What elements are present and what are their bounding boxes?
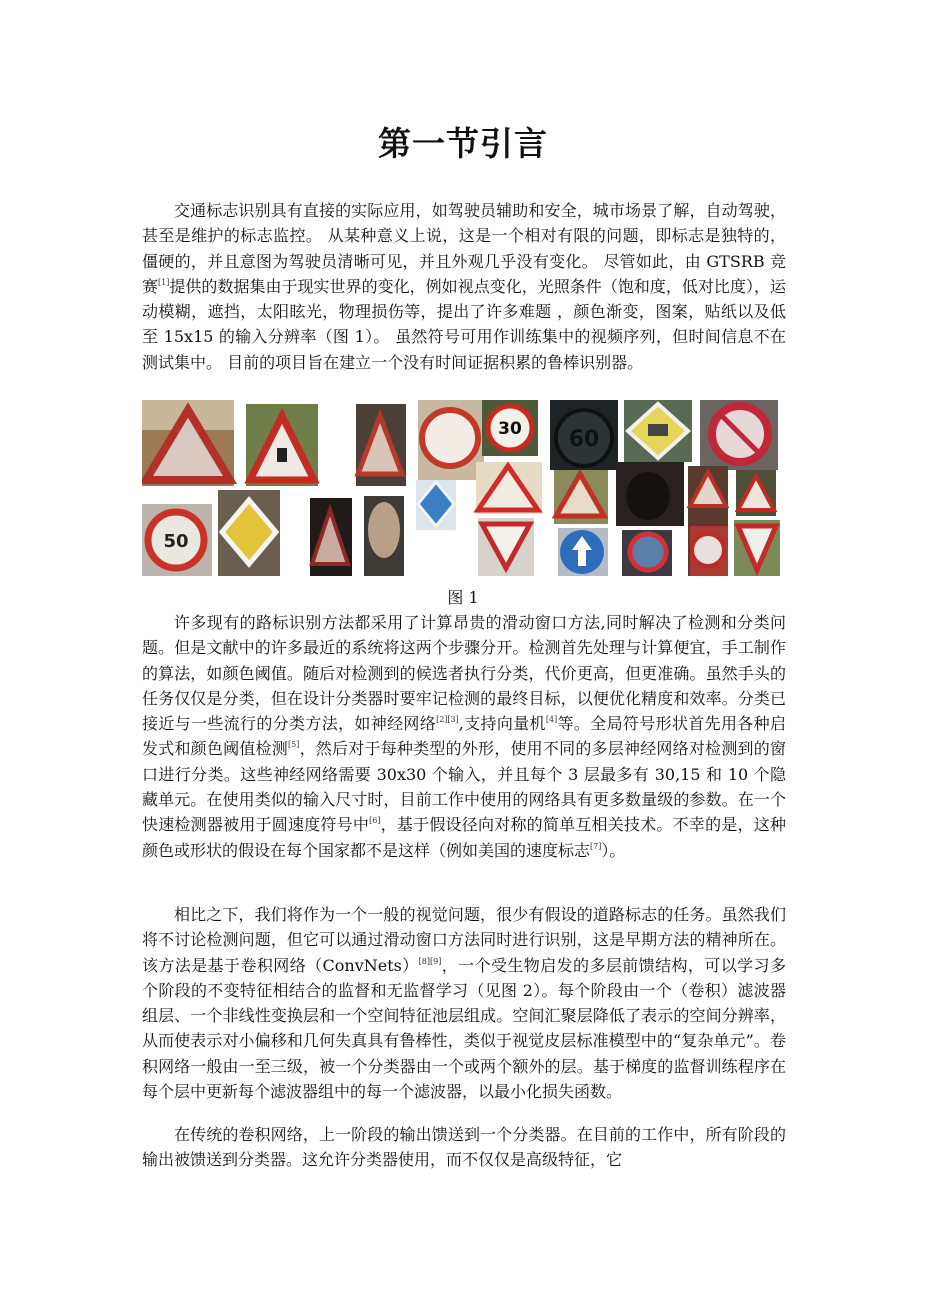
sign-image-13 [416, 480, 456, 530]
sign-image-11 [310, 498, 352, 576]
sign-image-16 [554, 470, 608, 524]
paragraph-text: ，一个受生物启发的多层前馈结构，可以学习多个阶段的不变特征相结合的监督和无监督学习（见图 2）。每个阶段由一个（卷积）滤波器组层、一个非线性变换层和一个空间特征池层组成。空间汇聚层降低了表示的空间分辨率，从而使表示对小偏移和几何失真具有鲁棒性，类似于视觉皮层标准模型中的“复杂单元”。卷积网络一般由一至三级，被一个分类器由一个或两个额外的层。基于梯度的监督训练程序在每个层中更新每个滤波器组中的每一个滤波器，以最小化损失函数。 [142, 955, 786, 1102]
citation-ref: [4] [545, 715, 558, 725]
paragraph-text: ,支持向量机 [458, 714, 546, 734]
sign-image-20 [688, 466, 728, 576]
citation-ref: [6] [369, 816, 381, 826]
sign-image-3 [356, 404, 406, 486]
sign-image-6 [550, 400, 618, 470]
paragraph-text: 在传统的卷积网络，上一阶段的输出馈送到一个分类器。在目前的工作中，所有阶段的输出被馈送到分类器。这允许分类器使用，而不仅仅是高级特征，它 [142, 1125, 786, 1170]
citation-ref: [2][3] [436, 715, 459, 725]
paragraph-multiscale [142, 1122, 786, 1173]
section-title: 第一节引言 [378, 124, 548, 163]
paragraph-text: 交通标志识别具有直接的实际应用，如驾驶员辅助和安全，城市场景了解，自动驾驶，甚至是维护的标志监控。 从某种意义上说，这是一个相对有限的问题，即标志是独特的，僵硬的，并且意图为驾驶员清晰可见，并且外观几乎没有变化。 尽管如此，由 GTSRB 竞赛 [142, 201, 786, 296]
citation-ref: [1] [158, 277, 170, 287]
paragraph-text: ，基于假设径向对称的简单互相关技术。不幸的是，这种颜色或形状的假设在每个国家都不是这样（例如美国的速度标志 [142, 815, 786, 860]
paragraph-text: ）。 [601, 840, 626, 860]
paragraph-related-work [142, 610, 786, 863]
paragraph-text: 相比之下，我们将作为一个一般的视觉问题，很少有假设的道路标志的任务。虽然我们将不讨论检测问题，但它可以通过滑动窗口方法同时进行识别，这是早期方法的精神所在。该方法是基于卷积网络（ConvNets） [142, 905, 786, 975]
sign-image-21 [736, 470, 776, 516]
svg-text:60: 60 [568, 427, 600, 452]
citation-ref: [8][9] [418, 956, 442, 966]
citation-ref: [7] [590, 841, 602, 851]
paragraph-text: ，然后对于每种类型的外形，使用不同的多层神经网络对检测到的窗口进行分类。这些神经网络需要 30x30 个输入，并且每个 3 层最多有 30,15 和 10 个隐藏单元。在使用类似的输入尺寸时，目前工作中使用的网络具有更多数量级的参数。在一个快速检测器被用于圆速度符号中 [142, 739, 786, 835]
sign-image-14 [476, 462, 542, 514]
sign-image-22 [734, 520, 780, 576]
sign-image-12 [364, 496, 404, 576]
paragraph-intro [142, 198, 786, 375]
paragraph-approach [142, 902, 786, 1104]
sign-image-10 [218, 490, 280, 576]
sign-image-8 [700, 400, 778, 470]
svg-text:50: 50 [163, 531, 189, 552]
sign-image-18 [616, 462, 684, 526]
sign-image-17 [558, 528, 608, 576]
sign-image-7 [624, 400, 692, 462]
sign-image-15 [478, 518, 534, 576]
sign-image-9 [142, 504, 212, 576]
paragraph-text: 许多现有的路标识别方法都采用了计算昂贵的滑动窗口方法,同时解决了检测和分类问题。但是文献中的许多最近的系统将这两个步骤分开。检测首先处理与计算便宜，手工制作的算法，如颜色阈值。随后对检测到的候选者执行分类，代价更高，但更准确。虽然手头的任务仅仅是分类，但在设计分类器时要牢记检测的最终目标，以便优化精度和效率。分类已接近与一些流行的分类方法，如神经网络 [142, 613, 786, 734]
sign-image-5 [482, 400, 538, 456]
sign-image-19 [622, 530, 672, 576]
figure-caption: 图 1 [447, 588, 479, 607]
figure-traffic-signs [142, 400, 782, 577]
citation-ref: [5] [288, 740, 300, 750]
paragraph-text: 提供的数据集由于现实世界的变化，例如视点变化，光照条件（饱和度，低对比度），运动模糊，遮挡，太阳眩光，物理损伤等，提出了许多难题 ，颜色渐变，图案，贴纸以及低至 15x15 的输入分辨率（图 1）。 虽然符号可用作训练集中的视频序列，但时间信息不在测试集中。 目前的项目旨在建立一个没有时间证据积累的鲁棒识别器。 [142, 276, 786, 372]
svg-text:30: 30 [498, 419, 522, 439]
sign-image-1 [142, 400, 234, 486]
paragraph-text: 等。全局符号形状首先用各种启发式和颜色阈值检测 [142, 714, 786, 759]
sign-image-4 [418, 400, 484, 480]
sign-image-2 [246, 404, 318, 486]
